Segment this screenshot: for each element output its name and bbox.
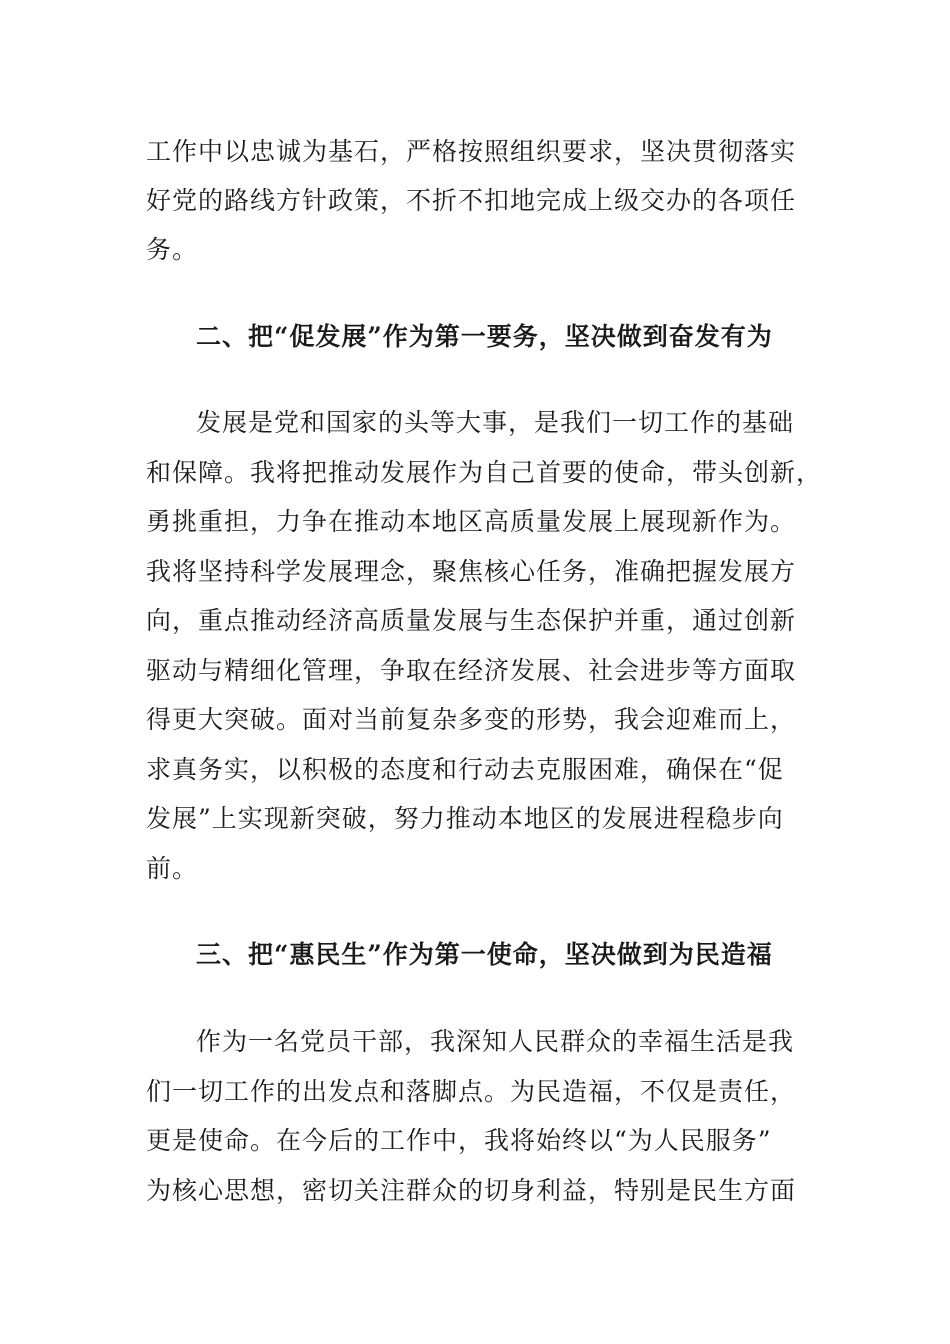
- section3-line-4: 为核心思想，密切关注群众的切身利益，特别是民生方面: [146, 1176, 797, 1205]
- intro-line-3: 务。: [146, 235, 199, 264]
- section3-heading: 三、把“惠民生”作为第一使命，坚决做到为民造福: [196, 940, 773, 969]
- section3-line-1: 作为一名党员干部，我深知人民群众的幸福生活是我: [196, 1027, 795, 1056]
- section2-heading: 二、把“促发展”作为第一要务，坚决做到奋发有为: [196, 322, 773, 351]
- section3-line-3: 更是使命。在今后的工作中，我将始终以“为人民服务”: [146, 1126, 772, 1155]
- intro-line-1: 工作中以忠诚为基石，严格按照组织要求，坚决贯彻落实: [146, 137, 797, 166]
- section2-line-2: 和保障。我将把推动发展作为自己首要的使命，带头创新，: [146, 458, 823, 487]
- section2-line-10: 前。: [146, 854, 199, 883]
- section2-line-5: 向，重点推动经济高质量发展与生态保护并重，通过创新: [146, 606, 797, 635]
- section2-line-1: 发展是党和国家的头等大事，是我们一切工作的基础: [196, 408, 795, 437]
- intro-line-2: 好党的路线方针政策，不折不扣地完成上级交办的各项任: [146, 186, 797, 215]
- section2-line-4: 我将坚持科学发展理念，聚焦核心任务，准确把握发展方: [146, 557, 797, 586]
- section2-line-9: 发展”上实现新突破，努力推动本地区的发展进程稳步向: [146, 804, 784, 833]
- section2-line-3: 勇挑重担，力争在推动本地区高质量发展上展现新作为。: [146, 507, 797, 536]
- section2-line-6: 驱动与精细化管理，争取在经济发展、社会进步等方面取: [146, 656, 797, 685]
- section3-line-2: 们一切工作的出发点和落脚点。为民造福，不仅是责任，: [146, 1077, 797, 1106]
- section2-line-8: 求真务实，以积极的态度和行动去克服困难，确保在“促: [146, 755, 784, 784]
- section2-line-7: 得更大突破。面对当前复杂多变的形势，我会迎难而上，: [146, 705, 797, 734]
